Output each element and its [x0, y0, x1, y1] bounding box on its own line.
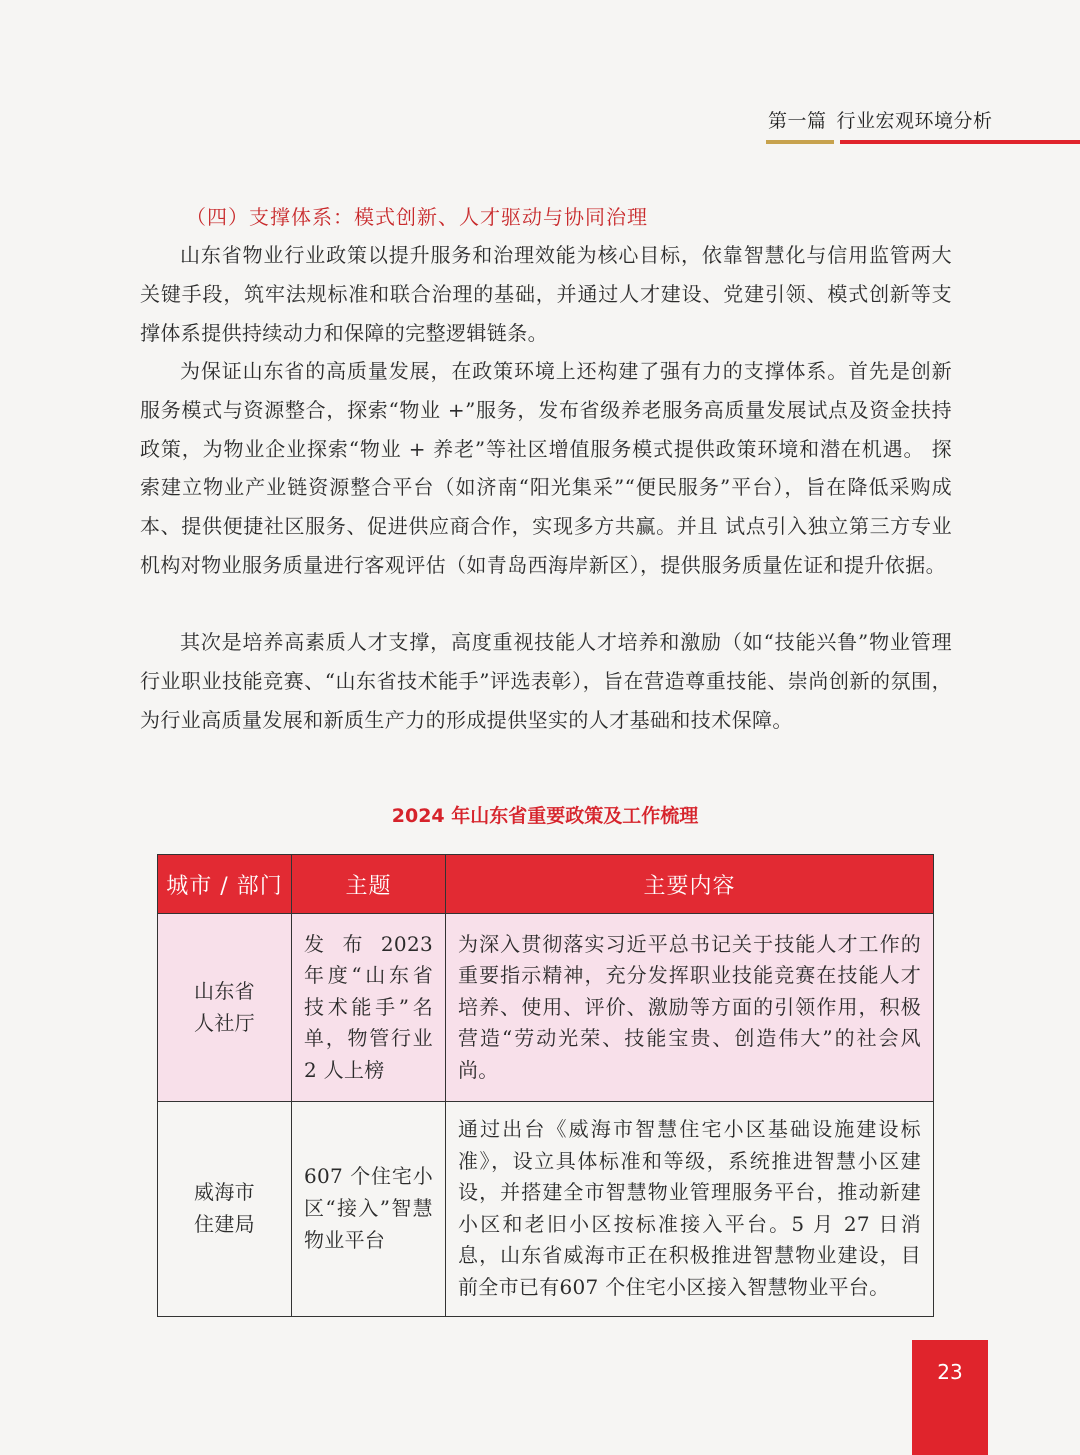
cell-topic: 发 布 2023 年度“山东省技术能手”名单，物管行业 2 人上榜: [292, 914, 446, 1102]
policy-table: [157, 854, 934, 1317]
paragraph-2: 为保证山东省的高质量发展，在政策环境上还构建了强有力的支撑体系。首先是创新服务模式与资源整合，探索“物业 +”服务，发布省级养老服务高质量发展试点及资金扶持政策，为物业企业探索“物业 + 养老”等社区增值服务模式提供政策环境和潜在机遇。 探索建立物业产业链资源整合平台（如济南“阳光集采”“便民服务”平台），旨在降低采购成本、提供便捷社区服务、促进供应商合作，实现多方共赢。并且 试点引入独立第三方专业机构对物业服务质量进行客观评估（如青岛西海岸新区），提供服务质量佐证和提升依据。: [140, 359, 952, 577]
paragraph-3: 其次是培养高素质人才支撑，高度重视技能人才培养和激励（如“技能兴鲁”物业管理行业职业技能竞赛、“山东省技术能手”评选表彰），旨在营造尊重技能、崇尚创新的氛围，为行业高质量发展和新质生产力的形成提供坚实的人才基础和技术保障。: [140, 630, 952, 732]
cell-content: 为深入贯彻落实习近平总书记关于技能人才工作的重要指示精神，充分发挥职业技能竞赛在技能人才培养、使用、评价、激励等方面的引领作用，积极营造“劳动光荣、技能宝贵、创造伟大”的社会风尚。: [446, 914, 934, 1102]
header-topic: 主题: [292, 855, 446, 914]
header-part: 第一篇: [768, 110, 827, 132]
table-row: [158, 1102, 934, 1317]
paragraph-1: 山东省物业行业政策以提升服务和治理效能为核心目标，依靠智慧化与信用监管两大关键手段，筑牢法规标准和联合治理的基础，并通过人才建设、党建引领、模式创新等支撑体系提供持续动力和保障的完整逻辑链条。: [140, 243, 952, 345]
header-rule-red: [840, 140, 1080, 144]
page-number: 23: [912, 1340, 988, 1455]
cell-city: 威海市 住建局: [158, 1102, 292, 1317]
header-rule-gold: [766, 140, 834, 144]
header-content: 主要内容: [446, 855, 934, 914]
cell-city: 山东省 人社厅: [158, 914, 292, 1102]
table-row: [158, 914, 934, 1102]
header-chapter: 行业宏观环境分析: [836, 110, 993, 132]
table-header-row: [158, 855, 934, 914]
table-caption: 2024 年山东省重要政策及工作梳理: [391, 805, 699, 827]
cell-content: 通过出台《威海市智慧住宅小区基础设施建设标准》，设立具体标准和等级，系统推进智慧小区建设，并搭建全市智慧物业管理服务平台，推动新建小区和老旧小区按标准接入平台。5 月 27 日消息，山东省威海市正在积极推进智慧物业建设，目前全市已有607 个住宅小区接入智慧物业平台。: [446, 1102, 934, 1317]
section-title: （四）支撑体系：模式创新、人才驱动与协同治理: [186, 205, 648, 229]
running-header: [768, 106, 993, 133]
cell-topic: 607 个住宅小区“接入”智慧物业平台: [292, 1102, 446, 1317]
header-city: 城市 / 部门: [158, 855, 292, 914]
